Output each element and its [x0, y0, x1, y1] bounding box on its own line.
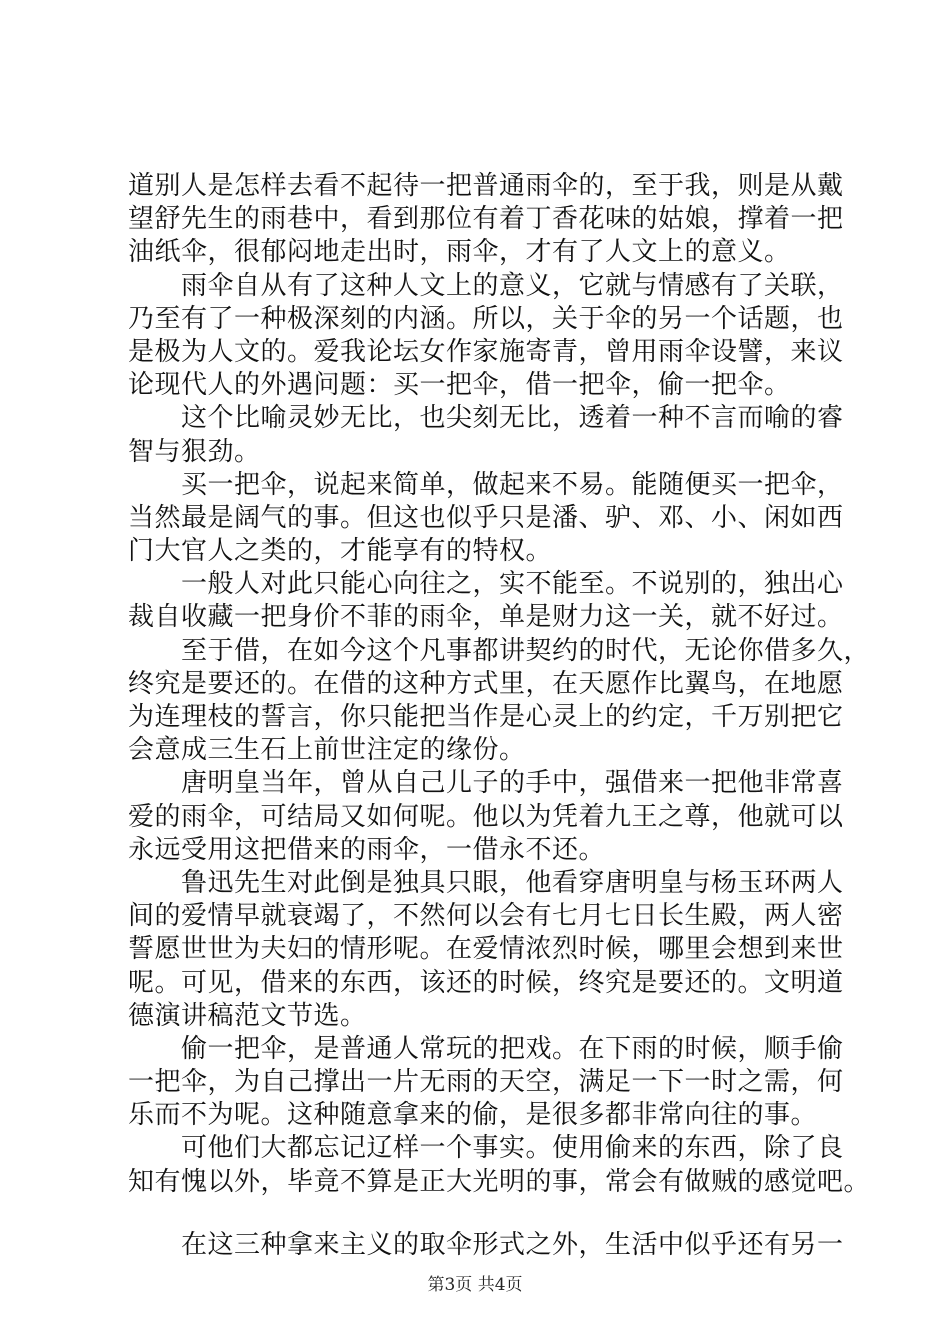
text-line: 为连理枝的誓言，你只能把当作是心灵上的约定，千万别把它 — [128, 702, 844, 732]
text-line: 誓愿世世为夫妇的情形呢。在爱情浓烈时候，哪里会想到来世 — [128, 934, 844, 965]
text-line: 德演讲稿范文节选。 — [128, 1000, 367, 1031]
text-line: 论现代人的外遇问题：买一把伞，借一把伞，偷一把伞。 — [128, 370, 791, 401]
body-text — [128, 170, 871, 1262]
text-line: 雨伞自从有了这种人文上的意义，它就与情感有了关联， — [181, 270, 844, 301]
text-line: 呢。可见，借来的东西，该还的时候，终究是要还的。文明道 — [128, 967, 844, 998]
text-line: 一把伞，为自己撑出一片无雨的天空，满足一下一时之需，何 — [128, 1067, 844, 1098]
text-line: 买一把伞，说起来简单，做起来不易。能随便买一把伞， — [181, 469, 844, 500]
page-footer: 第3页 共4页 — [427, 1275, 523, 1295]
text-line: 永远受用这把借来的雨伞，一借永不还。 — [128, 834, 606, 865]
text-line: 裁自收藏一把身价不菲的雨伞，单是财力这一关，就不好过。 — [128, 602, 844, 633]
text-line: 终究是要还的。在借的这种方式里，在天愿作比翼鸟，在地愿 — [128, 668, 844, 699]
text-line: 爱的雨伞，可结局又如何呢。他以为凭着九王之尊，他就可以 — [128, 801, 844, 832]
text-line: 望舒先生的雨巷中，看到那位有着丁香花味的姑娘，撑着一把 — [128, 204, 844, 235]
text-line: 在这三种拿来主义的取伞形式之外，生活中似乎还有另一 — [181, 1229, 844, 1260]
text-line: 至于借，在如今这个凡事都讲契约的时代，无论你借多久， — [181, 635, 871, 666]
text-line: 间的爱情早就衰竭了，不然何以会有七月七日长生殿，两人密 — [128, 901, 844, 932]
text-line: 智与狠劲。 — [128, 436, 261, 467]
text-line: 油纸伞，很郁闷地走出时，雨伞，才有了人文上的意义。 — [128, 237, 791, 268]
text-line: 当然最是阔气的事。但这也似乎只是潘、驴、邓、小、闲如西 — [128, 502, 844, 533]
text-line: 知有愧以外，毕竟不算是正大光明的事，常会有做贼的感觉吧。 — [128, 1166, 871, 1197]
text-line: 是极为人文的。爱我论坛女作家施寄青，曾用雨伞设譬，来议 — [128, 336, 844, 367]
paragraph-gap — [128, 1199, 838, 1229]
text-line: 这个比喻灵妙无比，也尖刻无比，透着一种不言而喻的睿 — [181, 403, 844, 434]
text-line: 道别人是怎样去看不起待一把普通雨伞的，至于我，则是从戴 — [128, 171, 844, 201]
text-line: 鲁迅先生对此倒是独具只眼，他看穿唐明皇与杨玉环两人 — [181, 867, 844, 898]
text-line: 会意成三生石上前世注定的缘份。 — [128, 735, 526, 766]
text-line: 乐而不为呢。这种随意拿来的偷，是很多都非常向往的事。 — [128, 1100, 818, 1131]
text-line: 一般人对此只能心向往之，实不能至。不说别的，独出心 — [181, 569, 844, 600]
text-line: 乃至有了一种极深刻的内涵。所以，关于伞的另一个话题，也 — [128, 303, 844, 334]
text-line: 唐明皇当年，曾从自己儿子的手中，强借来一把他非常喜 — [181, 768, 844, 799]
text-line: 偷一把伞，是普通人常玩的把戏。在下雨的时候，顺手偷 — [181, 1033, 844, 1064]
text-line: 门大官人之类的，才能享有的特权。 — [128, 536, 553, 567]
text-line: 可他们大都忘记辽样一个事实。使用偷来的东西，除了良 — [181, 1133, 844, 1164]
